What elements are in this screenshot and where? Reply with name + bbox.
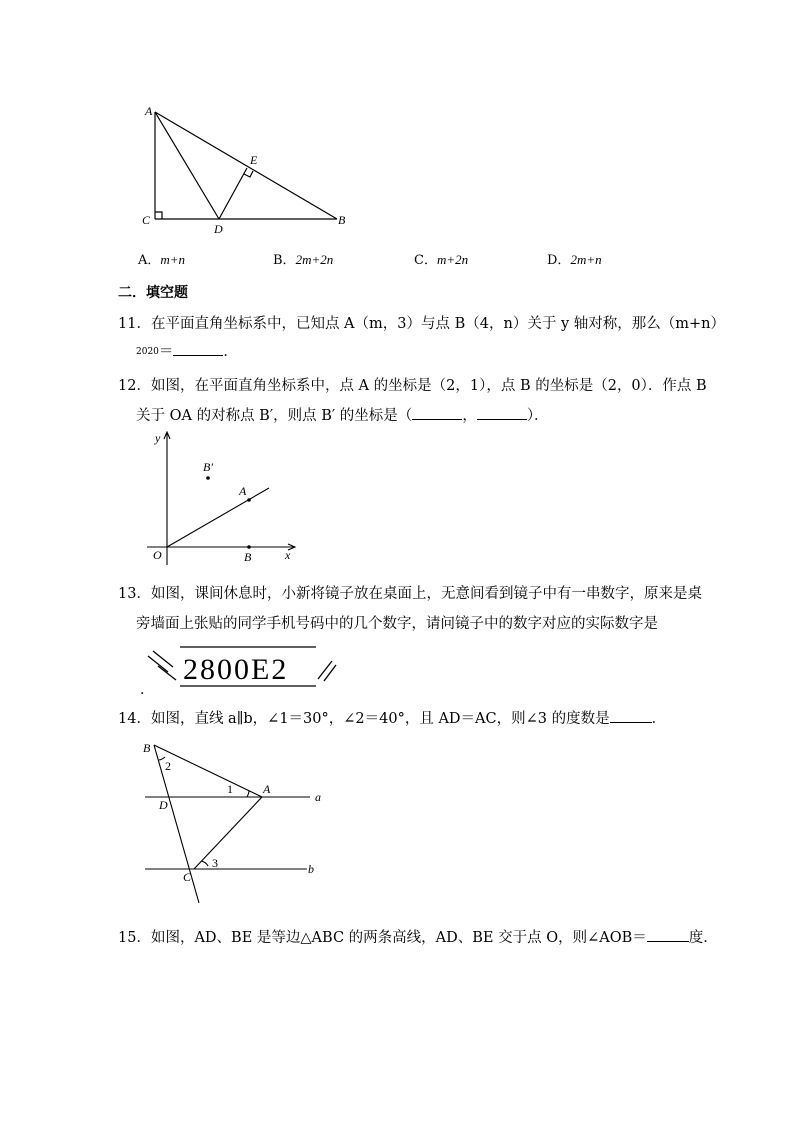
option-c-expr: m+2n [436,252,469,267]
angle-3-label: 3 [212,856,218,870]
label-line-b: b [308,862,314,876]
q14-text: 14．如图，直线 a∥b，∠1＝30°，∠2＝40°，且 AD＝AC，则∠3 的度数是 [118,711,610,727]
q14-line1 [118,707,666,728]
label-B: B [338,213,346,227]
label-C: C [142,213,151,227]
q14-answer-blank[interactable] [610,708,652,723]
q12-text-end: ）． [526,408,549,424]
option-b-expr: 2m+2n [295,252,334,267]
option-a-label: A． [138,253,161,268]
point-bprime-label: B′ [203,460,213,474]
q12-line2 [136,404,549,425]
option-a-expr: m+n [160,252,186,267]
point-b-label: B [244,550,252,564]
q11-exponent: 2020 [136,347,159,357]
option-a[interactable] [138,249,185,268]
q11-line1: 11．在平面直角坐标系中，已知点 A（m，3）与点 B（4，n）关于 y 轴对称，那么（m+n） [118,316,725,332]
q12-line1: 12．如图，在平面直角坐标系中，点 A 的坐标是（2，1），点 B 的坐标是（2，0）．作点 B [118,378,707,394]
option-d-label: D． [547,253,571,268]
option-b-label: B． [273,253,296,268]
label-A: A [263,782,271,796]
q11-equals: ＝ [158,344,174,360]
q13-line1: 13．如图，课间休息时，小新将镜子放在桌面上，无意间看到镜子中有一串数字，原来是桌 [118,586,702,602]
q15-line1 [118,926,718,947]
q13-end: ． [140,682,155,698]
q15-end: 度． [688,930,718,946]
axis-x-label: x [285,548,291,562]
q11-line2 [136,340,238,361]
parallel-lines-figure-q14 [135,735,335,905]
option-d-expr: 2m+n [570,252,602,267]
q11-end: ． [223,344,238,360]
angle-2-label: 2 [165,759,171,773]
q14-end: ． [651,711,667,727]
q12-comma: ， [462,408,477,424]
q12-blank-x[interactable] [412,405,462,420]
q15-text: 15．如图，AD、BE 是等边△ABC 的两条高线，AD、BE 交于点 O，则∠AOB＝ [118,930,647,946]
section-title: 二．填空题 [118,285,188,301]
label-line-a: a [315,790,321,804]
angle-1-label: 1 [227,782,233,796]
q11-answer-blank[interactable] [173,341,223,356]
mirror-number-figure [140,642,340,692]
label-C: C [183,870,192,884]
axis-y-label: y [155,431,161,445]
label-E: E [250,153,258,167]
mirror-digits: 2800E2 [183,653,289,686]
coordinate-figure-q12 [140,428,300,568]
label-B: B [143,741,151,755]
point-a-label: A [239,484,247,498]
label-A: A [145,104,153,118]
q15-answer-blank[interactable] [647,927,689,942]
q12-blank-y[interactable] [477,405,527,420]
option-b[interactable] [273,249,333,268]
option-c[interactable] [414,249,468,268]
option-c-label: C． [414,253,437,268]
triangle-figure-q10 [130,100,360,240]
origin-label: O [153,548,162,562]
label-D: D [159,798,168,812]
q13-line2: 旁墙面上张贴的同学手机号码中的几个数字，请问镜子中的数字对应的实际数字是 [136,616,658,632]
q12-text-start: 关于 OA 的对称点 B′，则点 B′ 的坐标是（ [136,408,413,424]
option-d[interactable] [547,249,602,268]
label-D: D [214,222,223,236]
